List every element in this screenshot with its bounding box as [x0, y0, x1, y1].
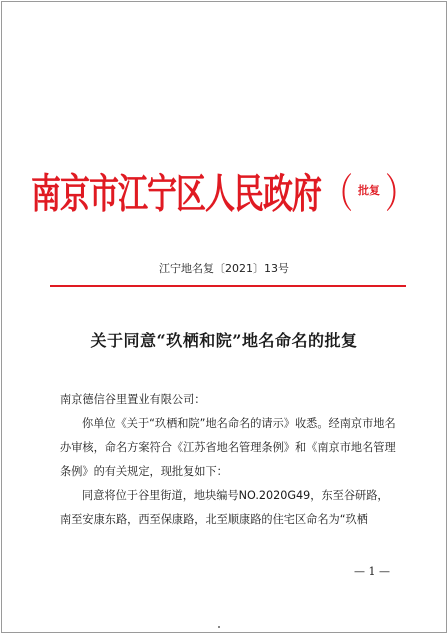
issuing-authority: 南京市江宁区人民政府: [31, 171, 321, 219]
document-title: 关于同意“玖栖和院”地名命名的批复: [90, 331, 358, 350]
document-body: [60, 388, 398, 532]
scan-mark: [218, 626, 220, 628]
body-paragraph: 你单位《关于“玖栖和院”地名命名的请示》收悉。经南京市地名办审核，命名方案符合《江苏省地名管理条例》和《南京市地名管理条例》的有关规定，现批复如下：: [60, 417, 396, 478]
body-paragraph: 同意将位于谷里街道，地块编号NO.2020G49，东至谷研路，南至安康东路，西至保康路，北至顺康路的住宅区命名为“玖栖: [60, 489, 389, 526]
document-header: [0, 168, 448, 219]
recipient-line: 南京德信谷里置业有限公司：: [60, 393, 206, 406]
page-border: [1, 1, 447, 633]
paren-open: （: [323, 171, 353, 219]
red-divider: [50, 285, 406, 287]
document-number: 江宁地名复〔2021〕13号: [159, 262, 289, 275]
document-type: 批复: [358, 184, 380, 197]
page-number: — 1 —: [354, 565, 390, 578]
paren-close: ）: [385, 171, 415, 219]
